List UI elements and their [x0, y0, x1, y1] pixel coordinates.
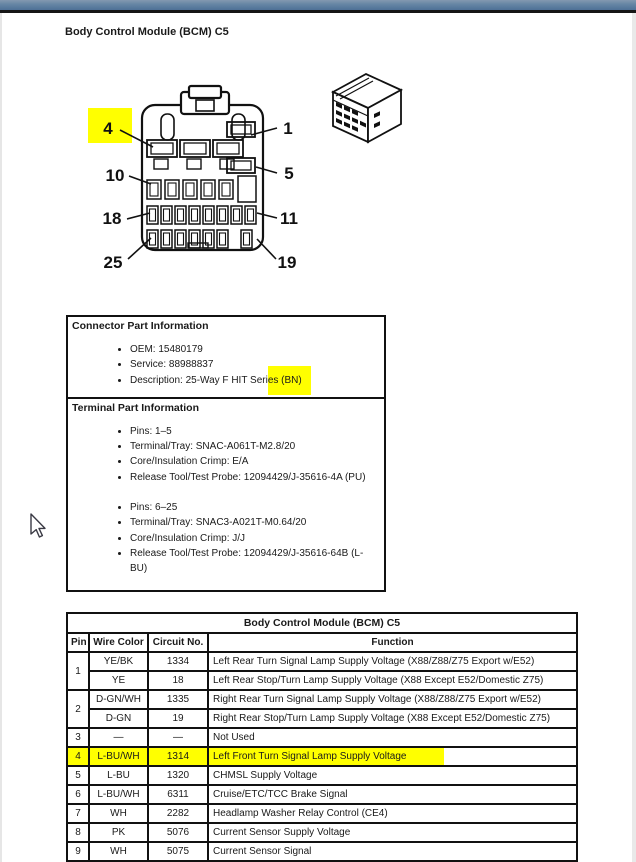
- table-title: Body Control Module (BCM) C5: [67, 613, 577, 633]
- wire-color-cell: D-GN: [89, 709, 148, 728]
- bullet-item: • Pins: 6–25: [130, 500, 376, 515]
- circuit-no-cell: 1335: [148, 690, 208, 709]
- circuit-no-cell: 18: [148, 671, 208, 690]
- table-row: [67, 671, 577, 690]
- pin-label-4: 4: [103, 119, 113, 138]
- bcm-c5-pinout-table: [66, 612, 578, 862]
- pin-label-18: 18: [102, 209, 122, 228]
- function-cell: Current Sensor Signal: [208, 842, 577, 861]
- top-divider-line: [0, 10, 636, 13]
- table-row: [67, 690, 577, 709]
- bullet-item: • Core/Insulation Crimp: E/A: [130, 454, 376, 469]
- function-cell: Current Sensor Supply Voltage: [208, 823, 577, 842]
- connector-pinout-diagram: [75, 62, 440, 300]
- bullet-item: • Terminal/Tray: SNAC3-A021T-M0.64/20: [130, 515, 376, 530]
- bullet-item: • Core/Insulation Crimp: J/J: [130, 531, 376, 546]
- function-cell: Headlamp Washer Relay Control (CE4): [208, 804, 577, 823]
- header-wire-color: Wire Color: [89, 633, 148, 652]
- function-cell: Right Rear Stop/Turn Lamp Supply Voltage (X88 Except E52/Domestic Z75): [208, 709, 577, 728]
- circuit-no-cell: 1334: [148, 652, 208, 671]
- mouse-cursor: [28, 512, 48, 540]
- pin-cell: 7: [67, 804, 89, 823]
- connector-3d-view: [333, 74, 401, 142]
- header-pin: Pin: [67, 633, 89, 652]
- pin-label-25: 25: [103, 253, 123, 272]
- left-edge-strip: [0, 13, 2, 862]
- wire-color-cell: WH: [89, 804, 148, 823]
- terminal-part-info-title: Terminal Part Information: [72, 401, 199, 414]
- table-row: [67, 652, 577, 671]
- bullet-item: • Pins: 1–5: [130, 424, 376, 439]
- bullet-service: • Service: 88988837: [130, 357, 376, 372]
- terminal-part-info-section: [68, 399, 384, 577]
- pin-label-19: 19: [277, 253, 297, 272]
- table-row: [67, 766, 577, 785]
- bullet-item: • Release Tool/Test Probe: 12094429/J-35616-64B (L-BU): [130, 546, 376, 577]
- wire-color-cell: L-BU/WH: [89, 747, 148, 766]
- bullet-item: • Terminal/Tray: SNAC-A061T-M2.8/20: [130, 439, 376, 454]
- circuit-no-cell: 5075: [148, 842, 208, 861]
- function-cell: Left Front Turn Signal Lamp Supply Voltage: [208, 747, 577, 766]
- circuit-no-cell: 1320: [148, 766, 208, 785]
- pin-cell: 2: [67, 690, 89, 728]
- wire-color-cell: D-GN/WH: [89, 690, 148, 709]
- wire-color-cell: YE: [89, 671, 148, 690]
- function-cell: Left Rear Stop/Turn Lamp Supply Voltage (X88 Except E52/Domestic Z75): [208, 671, 577, 690]
- wire-color-cell: —: [89, 728, 148, 747]
- pin-label-11: 11: [280, 209, 298, 228]
- circuit-no-cell: 19: [148, 709, 208, 728]
- pin-cell: 9: [67, 842, 89, 861]
- window-top-bar: [0, 0, 636, 10]
- pin-label-1: 1: [283, 119, 293, 138]
- page-title: Body Control Module (BCM) C5: [65, 26, 229, 38]
- wire-color-cell: PK: [89, 823, 148, 842]
- circuit-no-cell: 5076: [148, 823, 208, 842]
- table-row: [67, 785, 577, 804]
- connector-part-info-title: Connector Part Information: [72, 320, 209, 332]
- description-highlight: es (BN): [268, 366, 311, 395]
- table-row: [67, 728, 577, 747]
- table-row: [67, 823, 577, 842]
- pin-cell: 5: [67, 766, 89, 785]
- circuit-no-cell: 1314: [148, 747, 208, 766]
- bullet-description: • Description: 25-Way F HIT Series (BN): [130, 373, 376, 388]
- terminal-info-group2: [72, 500, 376, 576]
- circuit-no-cell: —: [148, 728, 208, 747]
- circuit-no-cell: 2282: [148, 804, 208, 823]
- header-circuit-no: Circuit No.: [148, 633, 208, 652]
- circuit-no-cell: 6311: [148, 785, 208, 804]
- function-cell: Right Rear Turn Signal Lamp Supply Voltage (X88/Z88/Z75 Export w/E52): [208, 690, 577, 709]
- bullet-oem: • OEM: 15480179: [130, 342, 376, 357]
- table-row: [67, 804, 577, 823]
- pin-cell: 3: [67, 728, 89, 747]
- pin-label-5: 5: [284, 164, 294, 183]
- table-header-row: [67, 633, 577, 652]
- connector-part-info-section: [68, 317, 384, 388]
- table-row: [67, 842, 577, 861]
- connector-part-info-list: [72, 342, 376, 388]
- pin-label-10: 10: [105, 166, 125, 185]
- bullet-item: • Release Tool/Test Probe: 12094429/J-35616-4A (PU): [130, 470, 376, 485]
- header-function: Function: [208, 633, 577, 652]
- function-cell: CHMSL Supply Voltage: [208, 766, 577, 785]
- right-edge-strip: [632, 13, 636, 862]
- wire-color-cell: YE/BK: [89, 652, 148, 671]
- pin-cell: 4: [67, 747, 89, 766]
- terminal-info-group1: [72, 424, 376, 485]
- wire-color-cell: WH: [89, 842, 148, 861]
- pin-cell: 1: [67, 652, 89, 690]
- table-row: [67, 709, 577, 728]
- part-information-box: [66, 315, 386, 592]
- function-cell: Not Used: [208, 728, 577, 747]
- table-row: [67, 747, 577, 766]
- function-cell: Cruise/ETC/TCC Brake Signal: [208, 785, 577, 804]
- function-cell: Left Rear Turn Signal Lamp Supply Voltage (X88/Z88/Z75 Export w/E52): [208, 652, 577, 671]
- wire-color-cell: L-BU/WH: [89, 785, 148, 804]
- pin-cell: 8: [67, 823, 89, 842]
- wire-color-cell: L-BU: [89, 766, 148, 785]
- pin-cell: 6: [67, 785, 89, 804]
